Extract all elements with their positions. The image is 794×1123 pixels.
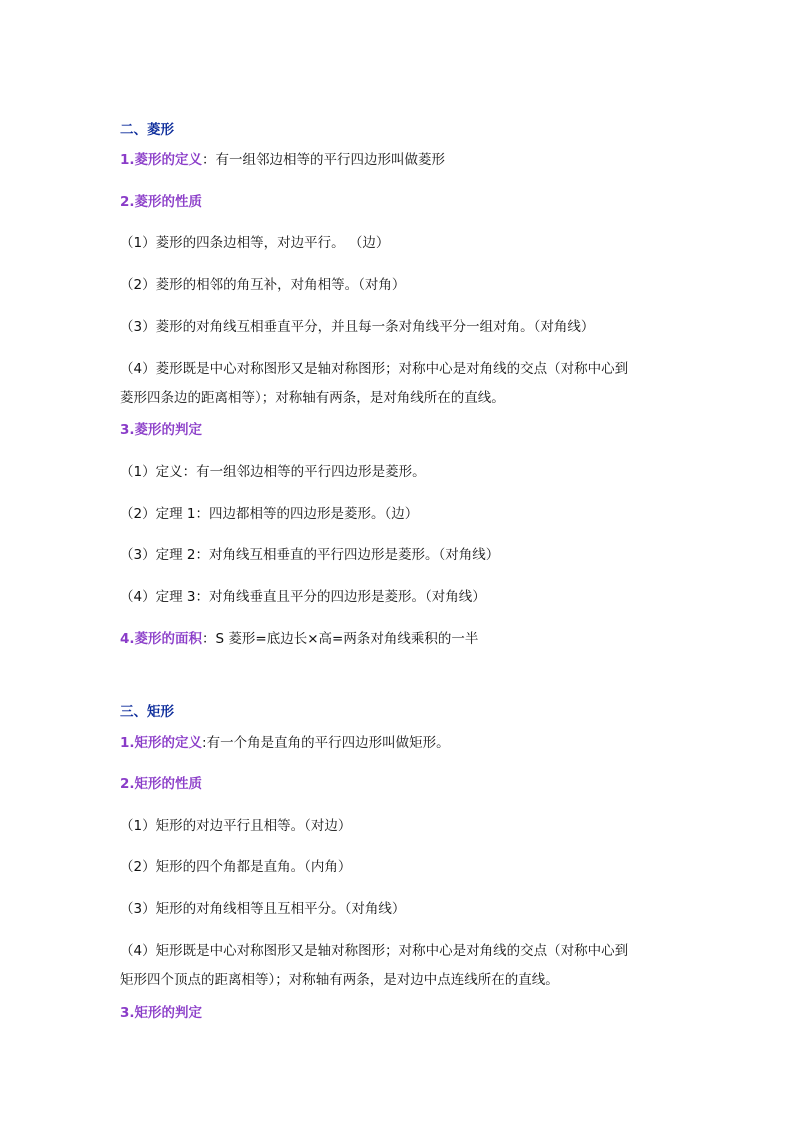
rhombus-property-2: （2）菱形的相邻的角互补，对角相等。（对角） (120, 277, 406, 293)
rhombus-definition-label: 1.菱形的定义 (120, 152, 203, 168)
rhombus-criterion-4: （4）定理 3：对角线垂直且平分的四边形是菱形。（对角线） (120, 589, 486, 605)
rectangle-property-2: （2）矩形的四个角都是直角。（内角） (120, 859, 352, 875)
rectangle-property-1: （1）矩形的对边平行且相等。（对边） (120, 818, 352, 834)
rectangle-property-3: （3）矩形的对角线相等且互相平分。（对角线） (120, 901, 406, 917)
rectangle-property-4a: （4）矩形既是中心对称图形又是轴对称图形；对称中心是对角线的交点（对称中心到 (120, 943, 629, 959)
rhombus-definition-text: 有一组邻边相等的平行四边形叫做菱形 (215, 152, 446, 168)
rectangle-property-4b: 矩形四个顶点的距离相等）；对称轴有两条，是对边中点连线所在的直线。 (120, 972, 559, 988)
section-title-rhombus: 二、菱形 (120, 122, 174, 138)
rectangle-definition-label: 1.矩形的定义 (120, 735, 203, 751)
rhombus-area-text: S 菱形=底边长×高=两条对角线乘积的一半 (215, 631, 479, 647)
rhombus-criterion-1: （1）定义：有一组邻边相等的平行四边形是菱形。 (120, 464, 426, 480)
rectangle-definition-text: 有一个角是直角的平行四边形叫做矩形。 (206, 735, 450, 751)
rhombus-property-4a: （4）菱形既是中心对称图形又是轴对称图形；对称中心是对角线的交点（对称中心到 (120, 361, 629, 377)
rectangle-definition-sep: : (202, 735, 207, 751)
rhombus-properties-heading: 2.菱形的性质 (120, 194, 203, 210)
rhombus-definition-sep: ： (202, 152, 216, 168)
rhombus-property-1: （1）菱形的四条边相等，对边平行。 （边） (120, 235, 390, 251)
rectangle-properties-heading: 2.矩形的性质 (120, 776, 203, 792)
rhombus-area-label: 4.菱形的面积 (120, 631, 203, 647)
rhombus-property-3: （3）菱形的对角线互相垂直平分，并且每一条对角线平分一组对角。（对角线） (120, 319, 595, 335)
rhombus-criteria-heading: 3.菱形的判定 (120, 422, 203, 438)
rhombus-property-4b: 菱形四条边的距离相等）；对称轴有两条，是对角线所在的直线。 (120, 390, 505, 406)
rhombus-area-sep: ： (202, 631, 216, 647)
rhombus-criterion-3: （3）定理 2：对角线互相垂直的平行四边形是菱形。（对角线） (120, 547, 500, 563)
rhombus-area (120, 630, 478, 648)
section-title-rectangle: 三、矩形 (120, 704, 174, 720)
rectangle-definition (120, 734, 450, 752)
rhombus-criterion-2: （2）定理 1：四边都相等的四边形是菱形。（边） (120, 506, 419, 522)
rectangle-criteria-heading: 3.矩形的判定 (120, 1005, 203, 1021)
rhombus-definition (120, 151, 445, 169)
